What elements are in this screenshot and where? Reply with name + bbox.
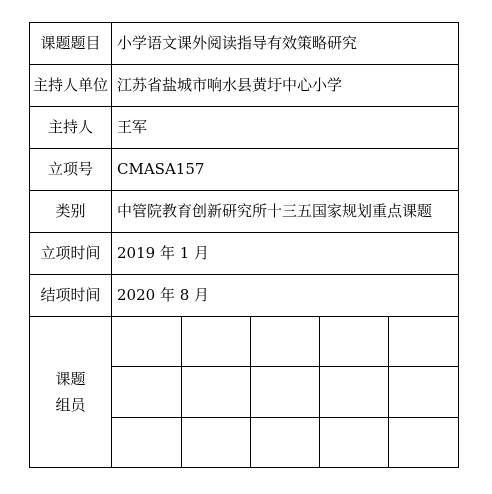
row-category — [30, 191, 459, 233]
member-cell — [112, 367, 181, 417]
member-cell — [320, 417, 389, 467]
label-members — [30, 317, 112, 468]
member-cell — [181, 367, 250, 417]
project-info-form — [29, 22, 458, 472]
row-host — [30, 107, 459, 149]
value-project-number: CMASA157 — [112, 149, 459, 191]
member-cell — [389, 367, 458, 417]
label-end-date: 结项时间 — [30, 275, 112, 317]
row-project-title — [30, 23, 459, 65]
member-cell — [112, 317, 181, 367]
member-cell — [250, 367, 319, 417]
member-cell — [181, 317, 250, 367]
value-start-date: 2019 年 1 月 — [112, 233, 459, 275]
members-grid-row — [112, 417, 458, 467]
label-project-number: 立项号 — [30, 149, 112, 191]
label-members-line1: 课题 — [55, 370, 86, 388]
value-host: 王军 — [112, 107, 459, 149]
row-project-number — [30, 149, 459, 191]
value-category: 中管院教育创新研究所十三五国家规划重点课题 — [112, 191, 459, 233]
member-cell — [389, 417, 458, 467]
value-host-unit: 江苏省盐城市响水县黄圩中心小学 — [112, 65, 459, 107]
row-host-unit — [30, 65, 459, 107]
row-start-date — [30, 233, 459, 275]
member-cell — [112, 417, 181, 467]
label-category: 类别 — [30, 191, 112, 233]
label-project-title: 课题题目 — [30, 23, 112, 65]
row-members — [30, 317, 459, 468]
label-members-line2: 组员 — [55, 396, 86, 414]
member-cell — [250, 417, 319, 467]
label-host: 主持人 — [30, 107, 112, 149]
label-host-unit: 主持人单位 — [30, 65, 112, 107]
value-project-title: 小学语文课外阅读指导有效策略研究 — [112, 23, 459, 65]
member-cell — [181, 417, 250, 467]
members-grid — [112, 317, 458, 467]
members-grid-row — [112, 317, 458, 367]
member-cell — [389, 317, 458, 367]
label-start-date: 立项时间 — [30, 233, 112, 275]
members-grid-row — [112, 367, 458, 417]
member-cell — [320, 367, 389, 417]
members-grid-cell — [112, 317, 459, 468]
project-info-table — [29, 22, 459, 468]
value-end-date: 2020 年 8 月 — [112, 275, 459, 317]
member-cell — [320, 317, 389, 367]
row-end-date — [30, 275, 459, 317]
member-cell — [250, 317, 319, 367]
